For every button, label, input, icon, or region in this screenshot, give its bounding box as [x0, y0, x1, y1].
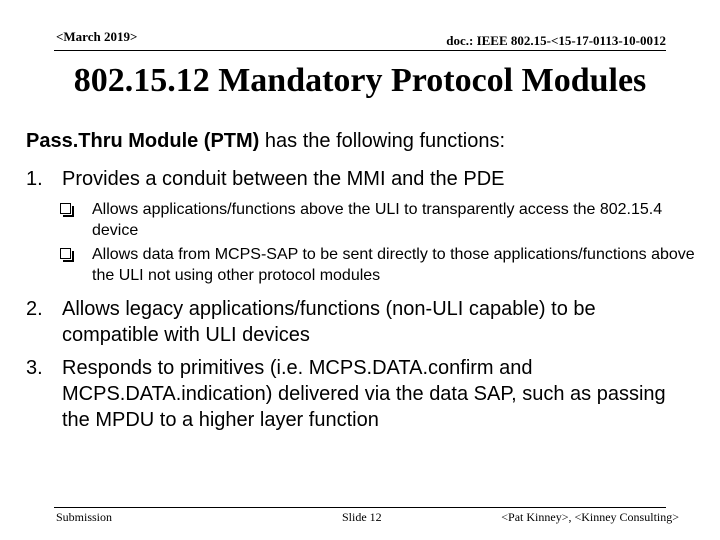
list-text: Provides a conduit between the MMI and the PDE — [62, 168, 505, 190]
sub-item-text: Allows data from MCPS-SAP to be sent directly to those applications/functions above the ULI not using other protocol modules — [92, 246, 695, 284]
footer-slide-number: Slide 12 — [342, 510, 382, 524]
header-rule — [54, 50, 666, 51]
list-number: 3. — [26, 357, 43, 379]
checkbox-bullet-icon — [60, 203, 71, 214]
slide-title: 802.15.12 Mandatory Protocol Modules — [73, 62, 647, 99]
list-item-1 — [26, 166, 696, 192]
intro-bold: Pass.Thru Module (PTM) — [26, 130, 260, 152]
sub-item-1 — [26, 199, 696, 241]
checkbox-bullet-icon — [60, 248, 71, 259]
list-text: Responds to primitives (i.e. MCPS.DATA.confirm and MCPS.DATA.indication) delivered via the data SAP, such as passing the MPDU to a higher layer function — [62, 357, 666, 431]
header-date: <March 2019> — [56, 29, 138, 44]
intro-line — [26, 128, 696, 154]
list-item-2 — [26, 296, 696, 348]
intro-rest: has the following functions: — [259, 130, 506, 152]
list-number: 1. — [26, 168, 43, 190]
footer-rule — [54, 507, 666, 508]
list-text: Allows legacy applications/functions (non-ULI capable) to be compatible with ULI devices — [62, 298, 596, 346]
footer-author: <Pat Kinney>, <Kinney Consulting> — [501, 510, 679, 524]
footer-submission: Submission — [56, 510, 113, 524]
list-number: 2. — [26, 298, 43, 320]
header-doc-id: doc.: IEEE 802.15-<15-17-0113-10-0012 — [446, 33, 666, 48]
slide-body — [26, 128, 696, 433]
sub-item-text: Allows applications/functions above the ULI to transparently access the 802.15.4 device — [92, 201, 663, 239]
sub-item-2 — [26, 244, 696, 286]
list-item-3 — [26, 355, 696, 433]
